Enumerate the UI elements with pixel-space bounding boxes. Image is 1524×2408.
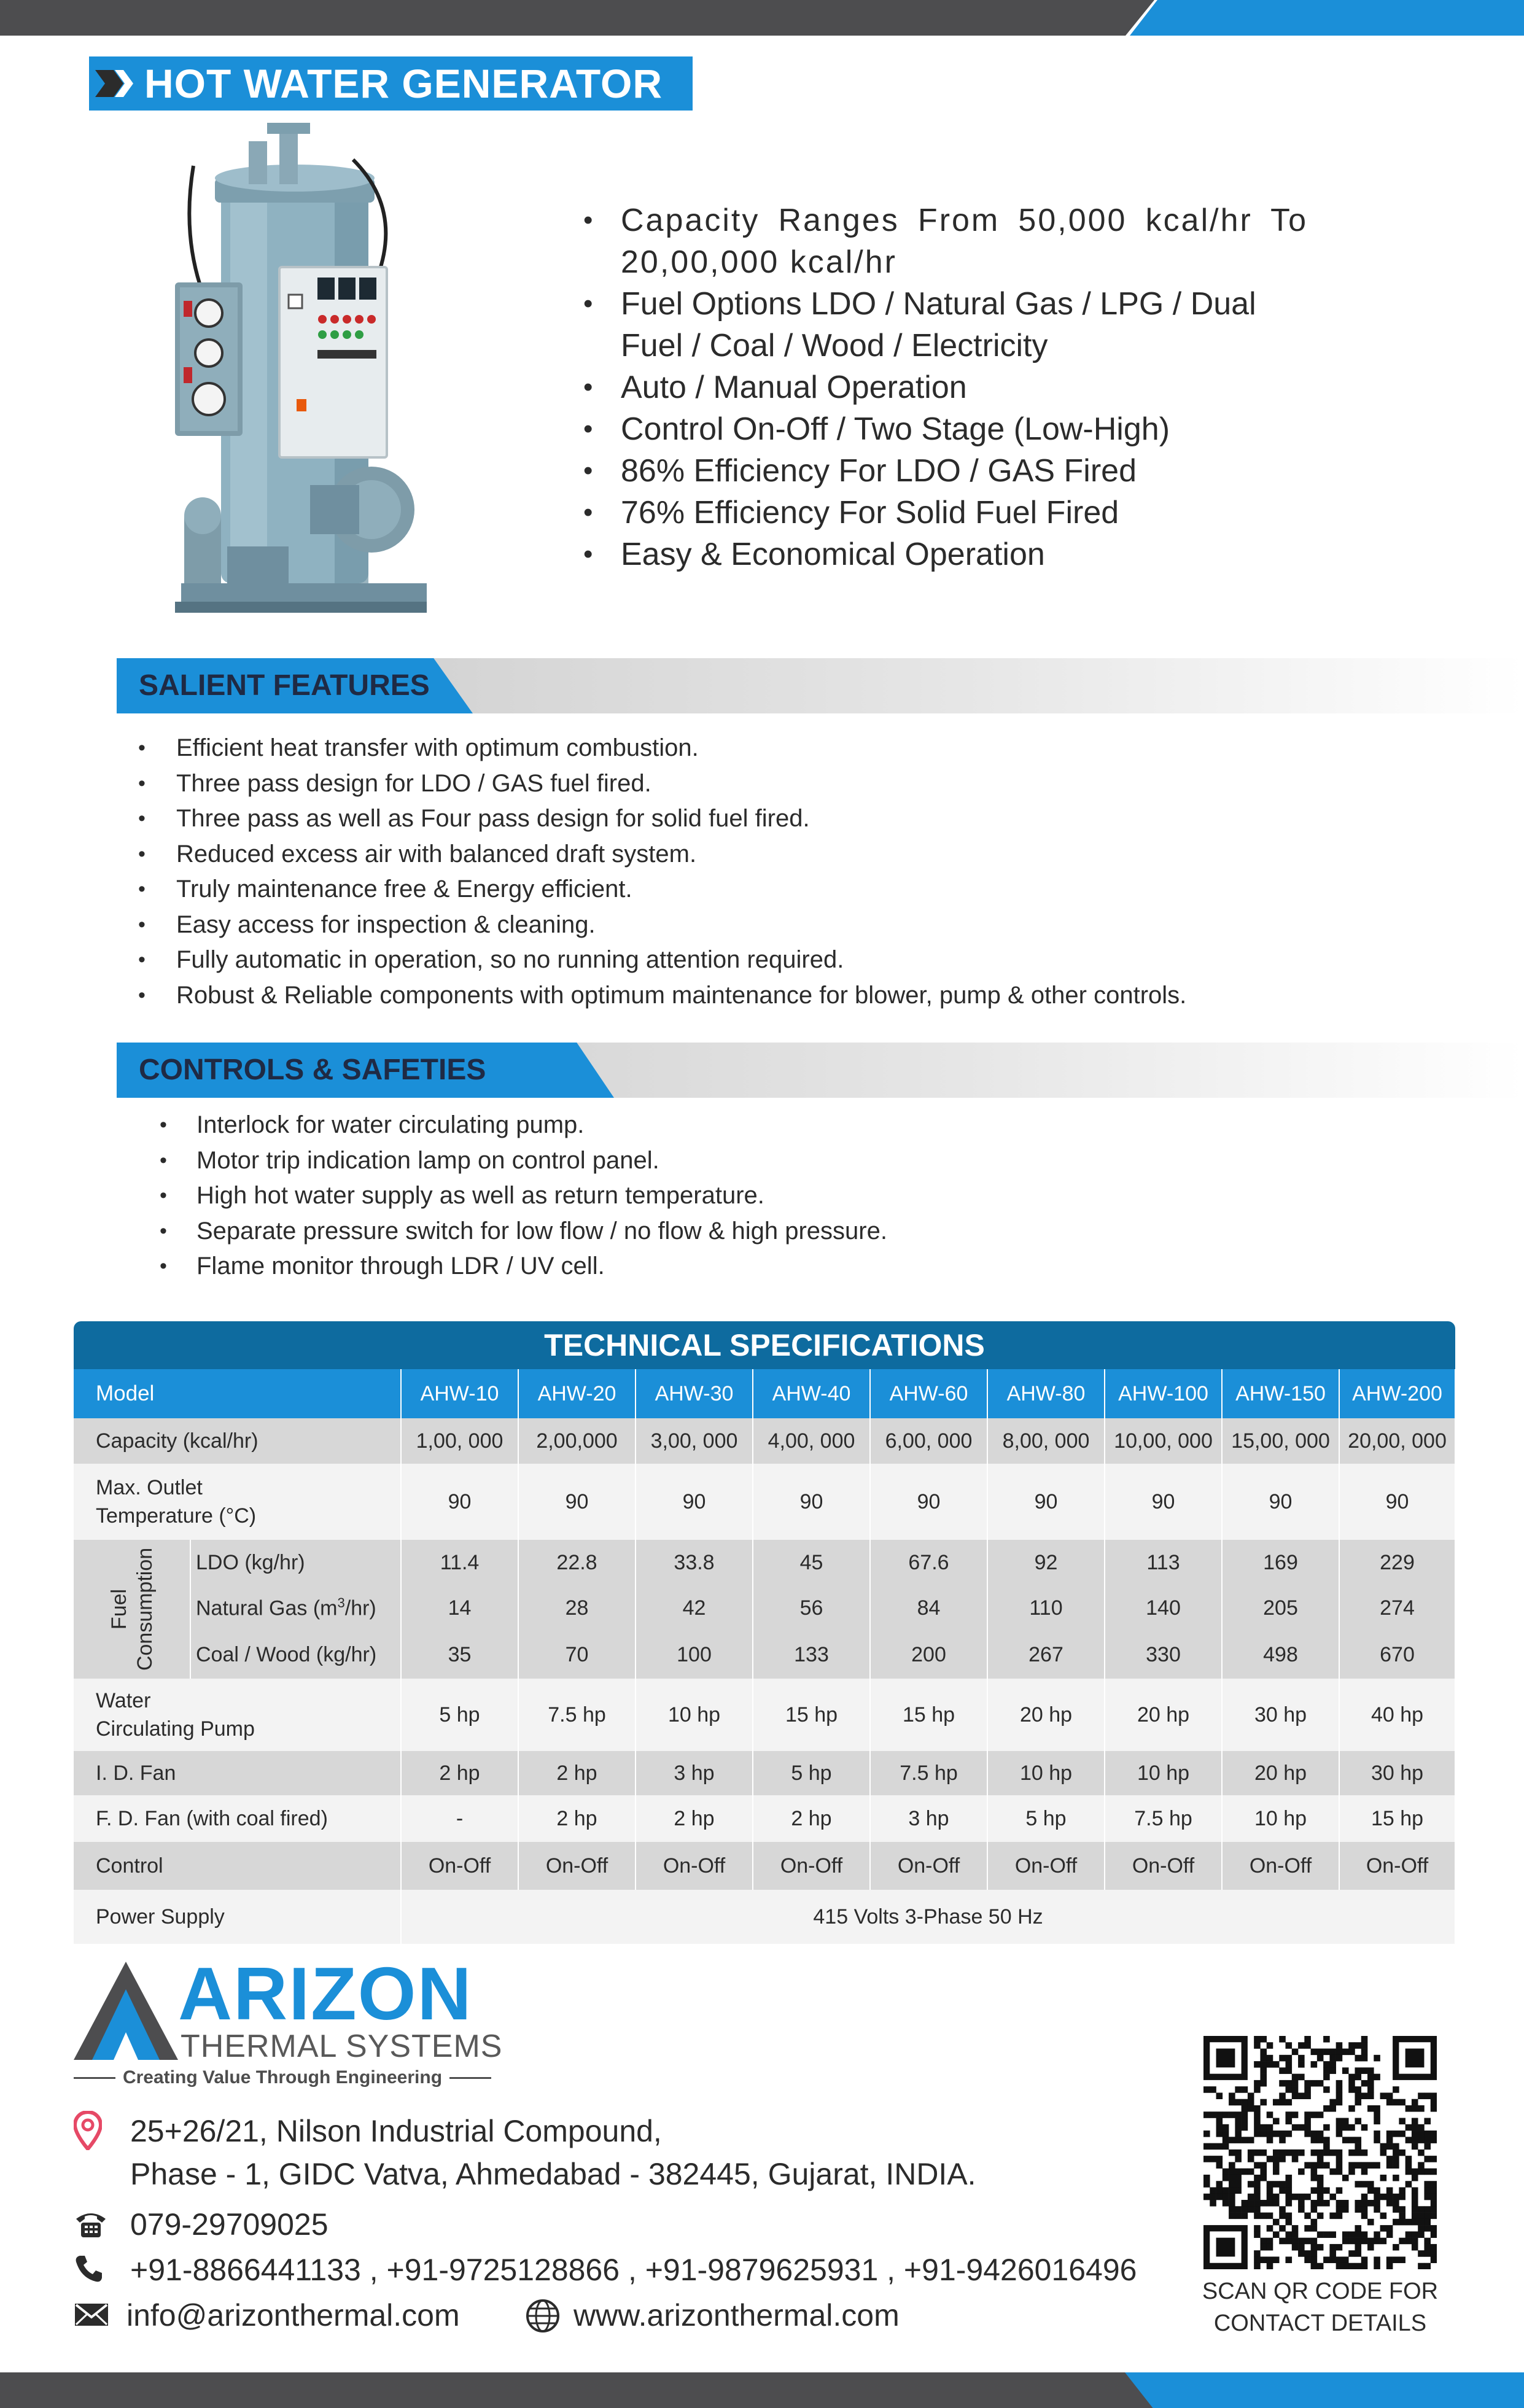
title-bar [89, 56, 693, 111]
salient-features-header [117, 658, 1524, 713]
spec-table [74, 1369, 1456, 1944]
landline-number[interactable]: 079-29709025 [130, 2207, 329, 2242]
list-item: • Efficient heat transfer with optimum combustion. [138, 731, 1366, 766]
table-cell: 20 hp [1105, 1679, 1222, 1751]
qr-caption-line: SCAN QR CODE FOR [1202, 2278, 1439, 2304]
table-cell: 90 [518, 1464, 636, 1540]
qr-caption-line: CONTACT DETAILS [1213, 2310, 1427, 2336]
table-cell: 90 [1105, 1464, 1222, 1540]
address-line-1: 25+26/21, Nilson Industrial Compound, [130, 2114, 662, 2148]
row-label: Coal / Wood (kg/hr) [190, 1631, 401, 1679]
table-cell: 8,00, 000 [987, 1418, 1105, 1464]
table-cell: AHW-150 [1222, 1369, 1339, 1418]
table-cell: 2 hp [636, 1795, 753, 1842]
table-cell: On-Off [753, 1842, 870, 1890]
telephone-icon [74, 2209, 108, 2239]
table-row-ldo [74, 1540, 1455, 1585]
list-item: • 76% Efficiency For Solid Fuel Fired [583, 492, 1308, 534]
row-label-line: Temperature (°C) [96, 1504, 257, 1528]
list-item: • Control On-Off / Two Stage (Low-High) [583, 408, 1308, 450]
table-cell: 169 [1222, 1540, 1339, 1585]
bottom-band-gray [0, 2372, 1154, 2408]
table-cell: AHW-20 [518, 1369, 636, 1418]
table-cell: 267 [987, 1631, 1105, 1679]
table-cell: 90 [1339, 1464, 1455, 1540]
table-cell: AHW-40 [753, 1369, 870, 1418]
table-cell: 113 [1105, 1540, 1222, 1585]
table-cell: AHW-60 [870, 1369, 987, 1418]
company-tagline [74, 2067, 491, 2088]
table-cell: AHW-10 [401, 1369, 518, 1418]
row-label: Model [74, 1369, 401, 1418]
table-cell: 33.8 [636, 1540, 753, 1585]
table-cell: On-Off [401, 1842, 518, 1890]
table-cell: On-Off [1222, 1842, 1339, 1890]
table-cell: 100 [636, 1631, 753, 1679]
table-cell: 330 [1105, 1631, 1222, 1679]
list-item: • 86% Efficiency For LDO / GAS Fired [583, 450, 1308, 492]
logo-mark-icon [74, 1962, 178, 2060]
list-item: • Three pass as well as Four pass design for solid fuel fired. [138, 801, 1366, 837]
top-features-list [583, 200, 1308, 575]
table-cell: 90 [636, 1464, 753, 1540]
table-cell: AHW-100 [1105, 1369, 1222, 1418]
row-label-line: Circulating Pump [96, 1717, 255, 1741]
salient-features-list [138, 731, 1366, 1013]
table-cell: On-Off [870, 1842, 987, 1890]
row-label-line: Max. Outlet [96, 1476, 203, 1499]
table-cell: 35 [401, 1631, 518, 1679]
list-item: • Separate pressure switch for low flow / no flow & high pressure. [160, 1214, 1326, 1249]
row-label [74, 1679, 401, 1751]
table-cell: 110 [987, 1585, 1105, 1631]
row-label: Control [74, 1842, 401, 1890]
table-cell: 90 [401, 1464, 518, 1540]
location-pin-icon [74, 2111, 102, 2150]
company-name: ARIZON [178, 1952, 473, 2035]
list-item: • Flame monitor through LDR / UV cell. [160, 1249, 1326, 1284]
table-cell: 229 [1339, 1540, 1455, 1585]
table-cell: 20 hp [1222, 1751, 1339, 1795]
table-cell: 90 [987, 1464, 1105, 1540]
table-row-id-fan [74, 1751, 1455, 1795]
table-cell: On-Off [1105, 1842, 1222, 1890]
list-item: • Truly maintenance free & Energy efficient. [138, 872, 1366, 907]
table-cell: 10 hp [1222, 1795, 1339, 1842]
table-cell: 42 [636, 1585, 753, 1631]
row-label: Capacity (kcal/hr) [74, 1418, 401, 1464]
table-row-fd-fan [74, 1795, 1455, 1842]
table-cell: 28 [518, 1585, 636, 1631]
row-label [190, 1585, 401, 1631]
table-cell: 2 hp [401, 1751, 518, 1795]
table-cell: 200 [870, 1631, 987, 1679]
table-cell: 15,00, 000 [1222, 1418, 1339, 1464]
table-cell: 7.5 hp [518, 1679, 636, 1751]
table-cell: 5 hp [401, 1679, 518, 1751]
table-row-circulating-pump [74, 1679, 1455, 1751]
fuel-consumption-group-label [74, 1540, 190, 1679]
page-title: HOT WATER GENERATOR [144, 61, 663, 106]
list-item: • Reduced excess air with balanced draft system. [138, 837, 1366, 872]
table-cell: 10 hp [1105, 1751, 1222, 1795]
address-line-2: Phase - 1, GIDC Vatva, Ahmedabad - 382445, Gujarat, INDIA. [130, 2157, 976, 2191]
table-cell: 22.8 [518, 1540, 636, 1585]
group-label-line: Fuel [107, 1588, 131, 1630]
list-item: • Interlock for water circulating pump. [160, 1108, 1326, 1143]
list-item: • Easy & Economical Operation [583, 534, 1308, 575]
table-cell: 670 [1339, 1631, 1455, 1679]
row-label-text: Natural Gas (m [196, 1596, 338, 1620]
spec-table-title: TECHNICAL SPECIFICATIONS [74, 1321, 1455, 1369]
table-cell: 4,00, 000 [753, 1418, 870, 1464]
table-cell: On-Off [987, 1842, 1105, 1890]
table-cell: 84 [870, 1585, 987, 1631]
table-cell: 5 hp [987, 1795, 1105, 1842]
table-cell: 6,00, 000 [870, 1418, 987, 1464]
table-row-capacity [74, 1418, 1455, 1464]
table-cell: 140 [1105, 1585, 1222, 1631]
table-row-coal-wood [74, 1631, 1455, 1679]
company-subtitle: THERMAL SYSTEMS [181, 2029, 503, 2064]
table-cell: 70 [518, 1631, 636, 1679]
table-cell: 2 hp [518, 1751, 636, 1795]
row-label: F. D. Fan (with coal fired) [74, 1795, 401, 1842]
company-logo [74, 1952, 503, 2103]
table-cell: 15 hp [870, 1679, 987, 1751]
list-item: • High hot water supply as well as return temperature. [160, 1178, 1326, 1214]
mail-icon [74, 2302, 109, 2327]
table-cell: 498 [1222, 1631, 1339, 1679]
website-link[interactable]: www.arizonthermal.com [573, 2298, 900, 2332]
row-label: I. D. Fan [74, 1751, 401, 1795]
list-item: • Auto / Manual Operation [583, 367, 1308, 408]
list-item: • Fully automatic in operation, so no running attention required. [138, 942, 1366, 978]
table-cell: AHW-80 [987, 1369, 1105, 1418]
table-cell: 92 [987, 1540, 1105, 1585]
table-cell: - [401, 1795, 518, 1842]
table-cell: AHW-200 [1339, 1369, 1455, 1418]
table-cell: 90 [870, 1464, 987, 1540]
qr-caption [1185, 2275, 1455, 2339]
hot-water-generator-image [157, 117, 439, 645]
table-cell: 15 hp [753, 1679, 870, 1751]
table-cell: 10,00, 000 [1105, 1418, 1222, 1464]
list-item: • Easy access for inspection & cleaning. [138, 907, 1366, 943]
table-row-natural-gas [74, 1585, 1455, 1631]
table-cell: 10 hp [987, 1751, 1105, 1795]
email-link[interactable]: info@arizonthermal.com [126, 2298, 460, 2332]
table-cell: 2 hp [518, 1795, 636, 1842]
superscript: 3 [337, 1595, 345, 1611]
table-cell: 5 hp [753, 1751, 870, 1795]
list-item: • Capacity Ranges From 50,000 kcal/hr To 20,00,000 kcal/hr [583, 200, 1308, 283]
table-cell: 2 hp [753, 1795, 870, 1842]
table-cell: 56 [753, 1585, 870, 1631]
table-cell: 90 [1222, 1464, 1339, 1540]
table-cell: 40 hp [1339, 1679, 1455, 1751]
table-cell: 45 [753, 1540, 870, 1585]
list-item: • Three pass design for LDO / GAS fuel fired. [138, 766, 1366, 802]
table-cell: 415 Volts 3-Phase 50 Hz [401, 1890, 1455, 1944]
table-cell: 3,00, 000 [636, 1418, 753, 1464]
section-title: SALIENT FEATURES [139, 669, 430, 702]
row-label: LDO (kg/hr) [190, 1540, 401, 1585]
row-label-line: Water [96, 1689, 151, 1712]
table-cell: 2,00,000 [518, 1418, 636, 1464]
table-cell: 205 [1222, 1585, 1339, 1631]
tagline-text: Creating Value Through Engineering [122, 2067, 443, 2088]
mobile-numbers[interactable]: +91-8866441133 , +91-9725128866 , +91-9879625931 , +91-9426016496 [130, 2253, 1137, 2287]
table-cell: 15 hp [1339, 1795, 1455, 1842]
row-label-text: /hr) [344, 1596, 376, 1620]
qr-code[interactable] [1203, 2036, 1437, 2269]
globe-icon [526, 2299, 560, 2333]
top-band-blue [1130, 0, 1524, 36]
row-label [74, 1464, 401, 1540]
table-cell: 20 hp [987, 1679, 1105, 1751]
table-cell: 10 hp [636, 1679, 753, 1751]
row-label: Power Supply [74, 1890, 401, 1944]
table-cell: AHW-30 [636, 1369, 753, 1418]
phone-icon [74, 2253, 104, 2284]
table-cell: 14 [401, 1585, 518, 1631]
table-cell: 274 [1339, 1585, 1455, 1631]
table-cell: 3 hp [870, 1795, 987, 1842]
list-item: • Fuel Options LDO / Natural Gas / LPG / Dual Fuel / Coal / Wood / Electricity [583, 283, 1308, 367]
table-cell: 30 hp [1339, 1751, 1455, 1795]
table-row-control [74, 1842, 1455, 1890]
list-item: • Robust & Reliable components with optimum maintenance for blower, pump & other controls. [138, 978, 1366, 1014]
table-cell: 30 hp [1222, 1679, 1339, 1751]
section-title: CONTROLS & SAFETIES [139, 1054, 486, 1086]
table-row-model [74, 1369, 1455, 1418]
table-cell: 20,00, 000 [1339, 1418, 1455, 1464]
table-row-outlet-temperature [74, 1464, 1455, 1540]
table-cell: 67.6 [870, 1540, 987, 1585]
bottom-band-blue [1125, 2372, 1524, 2408]
table-cell: 3 hp [636, 1751, 753, 1795]
controls-safeties-list [160, 1108, 1326, 1284]
double-chevron-icon [89, 56, 144, 111]
table-cell: 11.4 [401, 1540, 518, 1585]
list-item: • Motor trip indication lamp on control panel. [160, 1143, 1326, 1179]
table-cell: On-Off [636, 1842, 753, 1890]
table-cell: 133 [753, 1631, 870, 1679]
table-cell: 90 [753, 1464, 870, 1540]
group-label-line: Consumption [133, 1547, 157, 1671]
table-cell: On-Off [518, 1842, 636, 1890]
table-row-power-supply [74, 1890, 1455, 1944]
controls-safeties-header [117, 1043, 1524, 1098]
top-band-gray [0, 0, 1154, 36]
table-cell: On-Off [1339, 1842, 1455, 1890]
table-cell: 1,00, 000 [401, 1418, 518, 1464]
table-cell: 7.5 hp [1105, 1795, 1222, 1842]
table-cell: 7.5 hp [870, 1751, 987, 1795]
